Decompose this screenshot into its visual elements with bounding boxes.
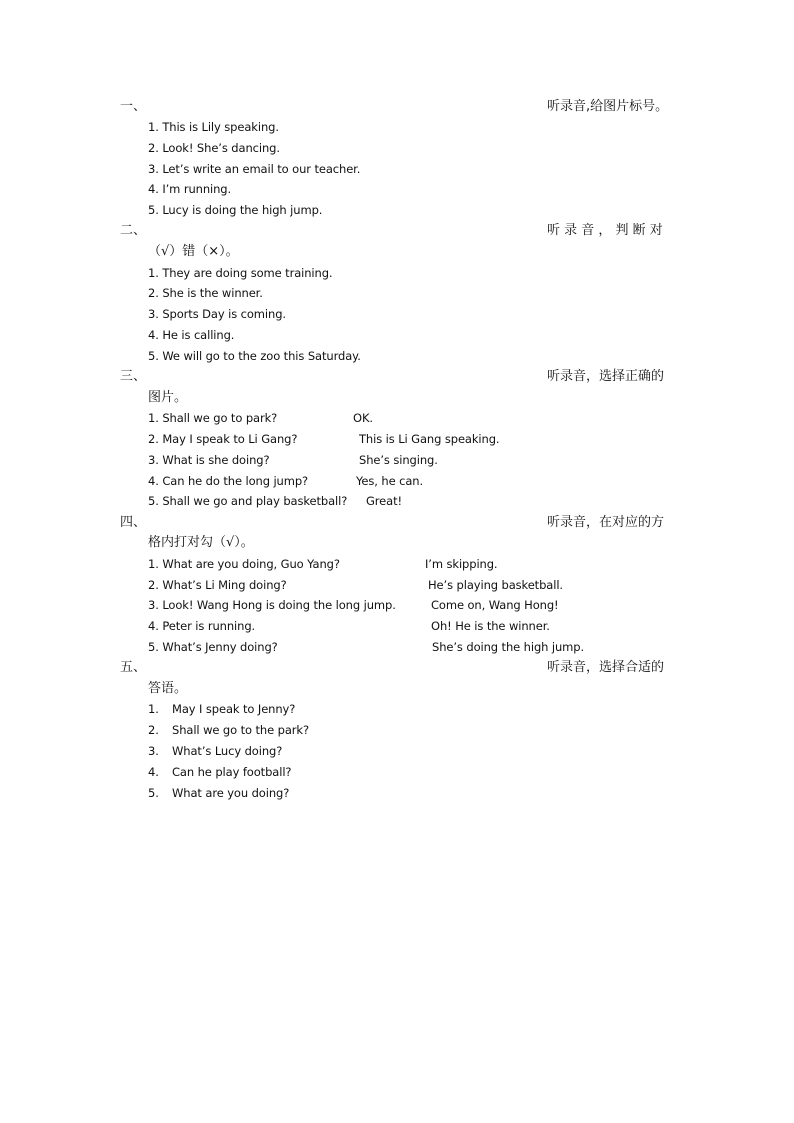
list-item — [148, 741, 282, 761]
list-number: 3. — [148, 744, 159, 758]
section-instruction: 听录音，选择合适的 — [547, 660, 665, 675]
list-item — [148, 699, 295, 719]
question-line: 4. Can he do the long jump? — [148, 474, 309, 488]
question-line: 3. What is she doing? — [148, 453, 270, 467]
question-line: 1. What are you doing, Guo Yang? — [148, 557, 340, 571]
question-line: 2. What’s Li Ming doing? — [148, 578, 287, 592]
question-text: What’s Lucy doing? — [172, 744, 283, 758]
list-item — [148, 783, 289, 803]
list-number: 1. — [148, 702, 159, 716]
question-line: 3. Look! Wang Hong is doing the long jump. — [148, 598, 396, 612]
question-line: 2. Look! She’s dancing. — [148, 141, 280, 155]
answer-text: Yes, he can. — [356, 474, 424, 488]
list-number: 2. — [148, 723, 159, 737]
section-instruction: 听录音，选择正确的 — [547, 369, 665, 384]
question-line: 5. Lucy is doing the high jump. — [148, 203, 323, 217]
question-line: 5. Shall we go and play basketball? — [148, 494, 348, 508]
question-line: 2. May I speak to Li Gang? — [148, 432, 298, 446]
list-number: 4. — [148, 765, 159, 779]
list-item — [148, 720, 309, 740]
question-line: 4. He is calling. — [148, 328, 235, 342]
question-line: 1. Shall we go to park? — [148, 411, 278, 425]
section-instruction: 听 录 音 ， 判 断 对 — [547, 223, 663, 238]
section-number: 二、 — [120, 223, 147, 238]
answer-text: I’m skipping. — [425, 557, 498, 571]
section-instruction-continued: 答语。 — [148, 681, 188, 696]
section-number: 三、 — [120, 369, 147, 384]
section-number: 五、 — [120, 660, 147, 675]
answer-text: She’s singing. — [359, 453, 438, 467]
question-line: 5. We will go to the zoo this Saturday. — [148, 349, 361, 363]
question-line: 1. They are doing some training. — [148, 266, 333, 280]
answer-text: OK. — [353, 411, 373, 425]
answer-text: He’s playing basketball. — [428, 578, 563, 592]
section-instruction: 听录音,给图片标号。 — [547, 99, 669, 114]
answer-text: Oh! He is the winner. — [431, 619, 550, 633]
question-text: Can he play football? — [172, 765, 292, 779]
question-line: 4. Peter is running. — [148, 619, 256, 633]
section-instruction-continued: 格内打对勾（√）。 — [148, 535, 254, 550]
question-line: 3. Sports Day is coming. — [148, 307, 286, 321]
section-number: 一、 — [120, 99, 147, 114]
answer-text: She’s doing the high jump. — [432, 640, 585, 654]
list-item — [148, 762, 291, 782]
question-text: Shall we go to the park? — [172, 723, 309, 737]
question-line: 3. Let’s write an email to our teacher. — [148, 162, 361, 176]
question-text: What are you doing? — [172, 786, 290, 800]
section-number: 四、 — [120, 515, 147, 530]
section-instruction-continued: 图片。 — [148, 390, 188, 405]
answer-text: Come on, Wang Hong! — [431, 598, 559, 612]
section-instruction-continued: （√）错（×）。 — [148, 244, 239, 259]
answer-text: Great! — [366, 494, 403, 508]
question-line: 4. I’m running. — [148, 182, 232, 196]
question-text: May I speak to Jenny? — [172, 702, 296, 716]
question-line: 2. She is the winner. — [148, 286, 263, 300]
section-instruction: 听录音，在对应的方 — [547, 515, 665, 530]
question-line: 1. This is Lily speaking. — [148, 120, 279, 134]
answer-text: This is Li Gang speaking. — [359, 432, 500, 446]
list-number: 5. — [148, 786, 159, 800]
question-line: 5. What’s Jenny doing? — [148, 640, 278, 654]
